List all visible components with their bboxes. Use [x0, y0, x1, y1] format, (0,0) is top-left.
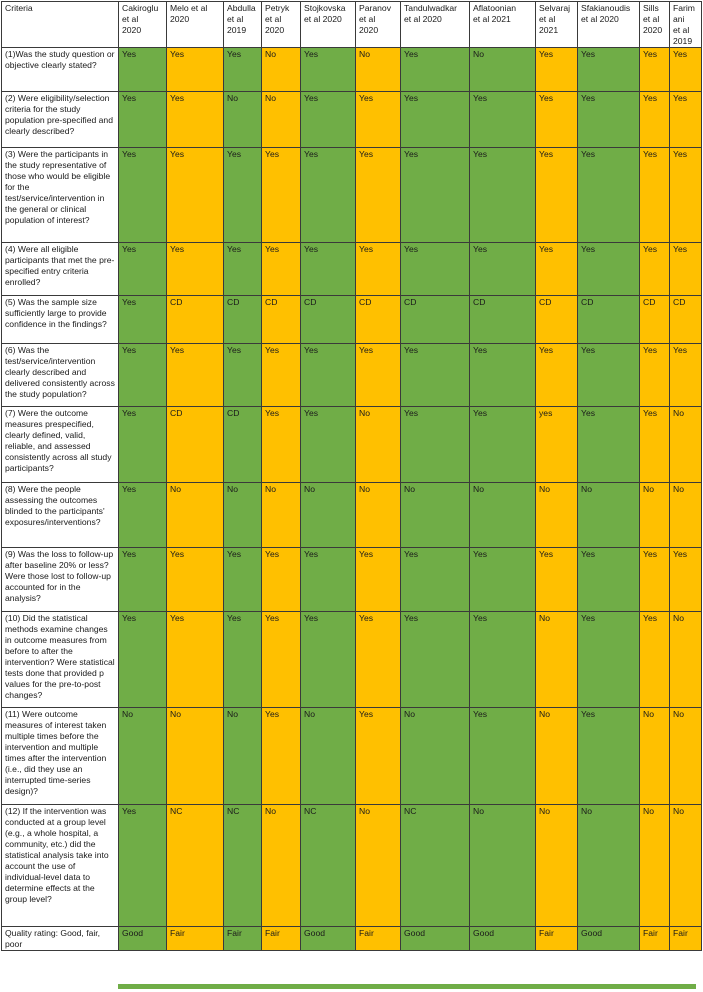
study-column-header — [640, 2, 670, 48]
rating-cell: Yes — [401, 344, 470, 407]
rating-cell: Yes — [301, 148, 356, 243]
rating-cell: Yes — [224, 148, 262, 243]
table-row — [2, 612, 702, 708]
rating-cell: No — [670, 407, 702, 483]
rating-cell: No — [670, 483, 702, 548]
rating-cell: Yes — [670, 243, 702, 296]
rating-cell: No — [578, 805, 640, 927]
study-header-line: Sfakianoudis — [581, 3, 631, 13]
criterion-cell: (12) If the intervention was conducted at a group level (e.g., a whole hospital, a community, etc.) did the statistical analysis take into account the use of individual-level data to determine effects at the group level? — [2, 805, 119, 927]
rating-cell: No — [640, 805, 670, 927]
criterion-cell: (11) Were outcome measures of interest taken multiple times before the intervention and multiple times after the intervention (i.e., did they use an interrupted time-series design)? — [2, 708, 119, 805]
study-header-line: Tandulwadkar — [404, 3, 458, 13]
rating-cell: Yes — [640, 548, 670, 612]
study-column-header — [536, 2, 578, 48]
rating-cell: Yes — [470, 708, 536, 805]
study-column-header — [470, 2, 536, 48]
rating-cell: Yes — [578, 548, 640, 612]
rating-cell: CD — [224, 296, 262, 344]
header-row — [2, 2, 702, 48]
criterion-cell: (6) Was the test/service/intervention clearly described and delivered consistently across the study population? — [2, 344, 119, 407]
rating-cell: No — [670, 612, 702, 708]
rating-cell: No — [262, 48, 301, 92]
rating-cell: CD — [640, 296, 670, 344]
rating-cell: No — [670, 708, 702, 805]
rating-cell: Yes — [224, 612, 262, 708]
rating-cell: NC — [401, 805, 470, 927]
rating-cell: Yes — [262, 407, 301, 483]
study-header-line: 2020 — [170, 14, 190, 24]
study-header-line: 2019 — [227, 25, 247, 35]
rating-cell: Yes — [578, 344, 640, 407]
rating-cell: Yes — [470, 243, 536, 296]
rating-cell: Yes — [670, 148, 702, 243]
study-column-header — [119, 2, 167, 48]
rating-cell: Yes — [262, 708, 301, 805]
rating-cell: No — [356, 48, 401, 92]
rating-cell: Yes — [640, 92, 670, 148]
rating-cell: CD — [301, 296, 356, 344]
rating-cell: Fair — [640, 927, 670, 951]
rating-cell: CD — [262, 296, 301, 344]
rating-cell: Yes — [578, 407, 640, 483]
study-header-line: et al — [227, 14, 244, 24]
rating-cell: Yes — [224, 344, 262, 407]
rating-cell: Fair — [224, 927, 262, 951]
table-row — [2, 148, 702, 243]
rating-cell: No — [536, 805, 578, 927]
rating-cell: Yes — [356, 612, 401, 708]
table-row — [2, 805, 702, 927]
rating-cell: Yes — [119, 407, 167, 483]
criterion-cell: (2) Were eligibility/selection criteria for the study population pre-specified and clearly described? — [2, 92, 119, 148]
study-header-line: et al 2020 — [304, 14, 342, 24]
quality-assessment-table — [1, 1, 702, 951]
study-header-line: Aflatoonian — [473, 3, 517, 13]
study-header-line: Selvaraj — [539, 3, 571, 13]
study-header-line: et al 2021 — [473, 14, 511, 24]
criterion-cell: (1)Was the study question or objective clearly stated? — [2, 48, 119, 92]
rating-cell: Yes — [167, 148, 224, 243]
table-row — [2, 708, 702, 805]
rating-cell: Yes — [670, 92, 702, 148]
rating-cell: Yes — [470, 344, 536, 407]
rating-cell: Yes — [119, 148, 167, 243]
rating-cell: No — [640, 708, 670, 805]
rating-cell: Yes — [262, 612, 301, 708]
rating-cell: Yes — [401, 612, 470, 708]
rating-cell: Yes — [536, 48, 578, 92]
criterion-cell: (7) Were the outcome measures prespecified, clearly defined, valid, reliable, and assessed consistently across all study participants? — [2, 407, 119, 483]
criterion-cell: (10) Did the statistical methods examine changes in outcome measures from before to after the intervention? Were statistical tests done that provided p values for the pre-to-post changes? — [2, 612, 119, 708]
rating-cell: Yes — [224, 48, 262, 92]
criteria-header: Criteria — [2, 2, 119, 48]
criterion-cell: Quality rating: Good, fair, poor — [2, 927, 119, 951]
study-header-line: et al — [265, 14, 282, 24]
study-header-line: 2020 — [643, 25, 663, 35]
rating-cell: Yes — [301, 344, 356, 407]
rating-cell: Yes — [301, 243, 356, 296]
rating-cell: No — [470, 483, 536, 548]
rating-cell: yes — [536, 407, 578, 483]
rating-cell: Fair — [670, 927, 702, 951]
rating-cell: NC — [301, 805, 356, 927]
rating-cell: Yes — [578, 148, 640, 243]
rating-cell: Yes — [167, 612, 224, 708]
rating-cell: No — [578, 483, 640, 548]
rating-cell: No — [356, 805, 401, 927]
rating-cell: No — [167, 708, 224, 805]
rating-cell: No — [401, 483, 470, 548]
table-row — [2, 92, 702, 148]
study-header-line: 2019 — [673, 36, 693, 46]
rating-cell: Yes — [536, 148, 578, 243]
rating-cell: Good — [401, 927, 470, 951]
table-row — [2, 927, 702, 951]
rating-cell: CD — [401, 296, 470, 344]
rating-cell: No — [167, 483, 224, 548]
rating-cell: Yes — [401, 243, 470, 296]
rating-cell: Yes — [470, 92, 536, 148]
rating-cell: No — [119, 708, 167, 805]
study-column-header — [167, 2, 224, 48]
rating-cell: Yes — [119, 548, 167, 612]
table-row — [2, 296, 702, 344]
rating-cell: Yes — [578, 48, 640, 92]
rating-cell: Yes — [224, 243, 262, 296]
table-row — [2, 243, 702, 296]
rating-cell: Yes — [301, 407, 356, 483]
rating-cell: Yes — [119, 92, 167, 148]
rating-cell: Yes — [356, 548, 401, 612]
study-header-line: 2020 — [265, 25, 285, 35]
rating-cell: Fair — [262, 927, 301, 951]
rating-cell: Yes — [578, 612, 640, 708]
study-column-header — [401, 2, 470, 48]
rating-cell: NC — [224, 805, 262, 927]
rating-cell: Yes — [119, 483, 167, 548]
study-header-line: Melo et al — [170, 3, 208, 13]
rating-cell: Yes — [167, 92, 224, 148]
study-header-line: 2020 — [359, 25, 379, 35]
rating-cell: Fair — [536, 927, 578, 951]
rating-cell: Yes — [640, 612, 670, 708]
rating-cell: Yes — [470, 148, 536, 243]
criterion-cell: (4) Were all eligible participants that met the pre-specified entry criteria enrolled? — [2, 243, 119, 296]
study-header-line: Farimani — [673, 3, 695, 24]
rating-cell: Good — [578, 927, 640, 951]
rating-cell: Yes — [670, 344, 702, 407]
rating-cell: Fair — [167, 927, 224, 951]
rating-cell: Yes — [470, 612, 536, 708]
rating-cell: NC — [167, 805, 224, 927]
rating-cell: Yes — [356, 92, 401, 148]
rating-cell: No — [262, 805, 301, 927]
rating-cell: Yes — [167, 344, 224, 407]
rating-cell: Yes — [536, 243, 578, 296]
rating-cell: No — [262, 92, 301, 148]
rating-cell: No — [224, 708, 262, 805]
rating-cell: Yes — [640, 243, 670, 296]
rating-cell: Yes — [401, 48, 470, 92]
table-row — [2, 407, 702, 483]
rating-cell: Fair — [356, 927, 401, 951]
rating-cell: Yes — [262, 344, 301, 407]
study-header-line: Petryk — [265, 3, 290, 13]
rating-cell: Yes — [224, 548, 262, 612]
rating-cell: Yes — [640, 407, 670, 483]
rating-cell: Yes — [119, 296, 167, 344]
study-header-line: Stojkovska — [304, 3, 346, 13]
study-header-line: Abdulla — [227, 3, 256, 13]
rating-cell: Yes — [301, 548, 356, 612]
rating-cell: No — [301, 483, 356, 548]
rating-cell: No — [470, 48, 536, 92]
study-column-header — [578, 2, 640, 48]
rating-cell: Yes — [262, 148, 301, 243]
study-header-line: 2021 — [539, 25, 559, 35]
rating-cell: No — [401, 708, 470, 805]
rating-cell: Yes — [262, 243, 301, 296]
rating-cell: No — [301, 708, 356, 805]
rating-cell: CD — [224, 407, 262, 483]
study-header-line: et al 2020 — [404, 14, 442, 24]
study-header-line: et al 2020 — [581, 14, 619, 24]
study-header-line: et al — [673, 25, 690, 35]
study-column-header — [224, 2, 262, 48]
rating-cell: No — [262, 483, 301, 548]
rating-cell: CD — [167, 407, 224, 483]
rating-cell: Yes — [301, 48, 356, 92]
rating-cell: No — [224, 483, 262, 548]
study-header-line: et al — [359, 14, 376, 24]
study-column-header — [301, 2, 356, 48]
study-header-line: Paranov — [359, 3, 392, 13]
rating-cell: CD — [670, 296, 702, 344]
study-header-line: et al — [539, 14, 556, 24]
rating-cell: Yes — [119, 243, 167, 296]
rating-cell: No — [670, 805, 702, 927]
rating-cell: Yes — [119, 48, 167, 92]
criterion-cell: (5) Was the sample size sufficiently large to provide confidence in the findings? — [2, 296, 119, 344]
criterion-cell: (8) Were the people assessing the outcomes blinded to the participants' exposures/interventions? — [2, 483, 119, 548]
rating-cell: Yes — [536, 548, 578, 612]
rating-cell: Yes — [356, 148, 401, 243]
rating-cell: No — [536, 612, 578, 708]
rating-cell: No — [536, 483, 578, 548]
rating-cell: Yes — [640, 148, 670, 243]
rating-cell: No — [356, 407, 401, 483]
table-row — [2, 548, 702, 612]
rating-cell: Yes — [262, 548, 301, 612]
study-column-header — [262, 2, 301, 48]
criterion-cell: (3) Were the participants in the study representative of those who would be eligible for the test/service/intervention in the general or clinical population of interest? — [2, 148, 119, 243]
rating-cell: Yes — [301, 92, 356, 148]
rating-cell: Yes — [167, 48, 224, 92]
bottom-green-bar — [118, 984, 696, 989]
study-header-line: Cakiroglu — [122, 3, 159, 13]
rating-cell: Yes — [119, 344, 167, 407]
rating-cell: CD — [356, 296, 401, 344]
study-header-line: et al — [643, 14, 660, 24]
rating-cell: Yes — [536, 92, 578, 148]
study-column-header — [356, 2, 401, 48]
table-row — [2, 344, 702, 407]
rating-cell: Good — [119, 927, 167, 951]
rating-cell: Yes — [536, 344, 578, 407]
rating-cell: Yes — [119, 612, 167, 708]
rating-cell: Yes — [578, 92, 640, 148]
rating-cell: Yes — [401, 548, 470, 612]
rating-cell: CD — [470, 296, 536, 344]
rating-cell: No — [470, 805, 536, 927]
rating-cell: CD — [167, 296, 224, 344]
rating-cell: Yes — [401, 92, 470, 148]
rating-cell: No — [356, 483, 401, 548]
study-column-header — [670, 2, 702, 48]
study-header-line: 2020 — [122, 25, 142, 35]
rating-cell: Good — [470, 927, 536, 951]
rating-cell: No — [224, 92, 262, 148]
rating-cell: Yes — [578, 243, 640, 296]
study-header-line: et al — [122, 14, 139, 24]
rating-cell: Yes — [356, 344, 401, 407]
rating-cell: Yes — [401, 148, 470, 243]
rating-cell: CD — [536, 296, 578, 344]
rating-cell: Yes — [401, 407, 470, 483]
rating-cell: Yes — [670, 48, 702, 92]
table-row — [2, 483, 702, 548]
table-row — [2, 48, 702, 92]
rating-cell: CD — [578, 296, 640, 344]
criterion-cell: (9) Was the loss to follow-up after baseline 20% or less? Were those lost to follow-up accounted for in the analysis? — [2, 548, 119, 612]
rating-cell: Good — [301, 927, 356, 951]
rating-cell: Yes — [356, 243, 401, 296]
rating-cell: Yes — [167, 548, 224, 612]
rating-cell: No — [640, 483, 670, 548]
rating-cell: Yes — [578, 708, 640, 805]
rating-cell: No — [536, 708, 578, 805]
study-header-line: Sills — [643, 3, 659, 13]
rating-cell: Yes — [119, 805, 167, 927]
rating-cell: Yes — [167, 243, 224, 296]
rating-cell: Yes — [356, 708, 401, 805]
rating-cell: Yes — [470, 407, 536, 483]
rating-cell: Yes — [640, 344, 670, 407]
rating-cell: Yes — [470, 548, 536, 612]
rating-cell: Yes — [301, 612, 356, 708]
rating-cell: Yes — [640, 48, 670, 92]
rating-cell: Yes — [670, 548, 702, 612]
